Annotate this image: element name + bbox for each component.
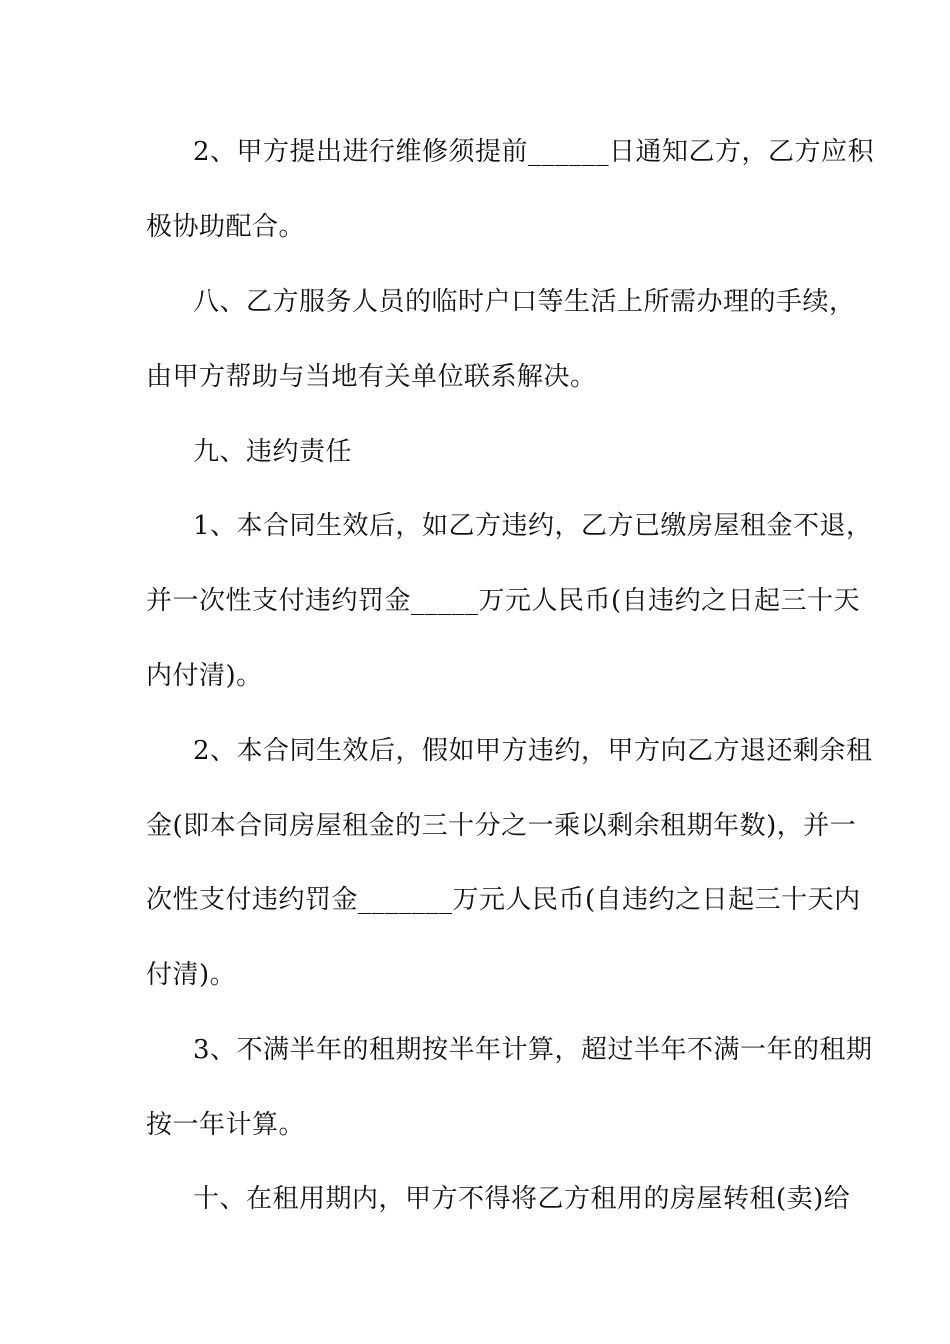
- text-line: 内付清)。: [146, 661, 263, 691]
- text-line: 3、不满半年的租期按半年计算，超过半年不满一年的租期: [193, 1035, 873, 1065]
- text-line: 付清)。: [146, 960, 237, 990]
- text-line: 由甲方帮助与当地有关单位联系解决。: [146, 362, 597, 392]
- text-line: 2、本合同生效后，假如甲方违约，甲方向乙方退还剩余租: [193, 736, 873, 766]
- text-line: 八、乙方服务人员的临时户口等生活上所需办理的手续，: [193, 287, 856, 317]
- text-line: 十、在租用期内，甲方不得将乙方租用的房屋转租(卖)给: [193, 1184, 851, 1214]
- text-line: 按一年计算。: [146, 1110, 306, 1140]
- text-line: 1、本合同生效后，如乙方违约，乙方已缴房屋租金不退，: [193, 511, 873, 541]
- text-line: 极协助配合。: [146, 212, 306, 242]
- text-line: 2、甲方提出进行维修须提前______日通知乙方，乙方应积: [193, 137, 875, 167]
- text-line: 并一次性支付违约罚金_____万元人民币(自违约之日起三十天: [146, 586, 861, 616]
- section-heading: 九、违约责任: [193, 437, 353, 467]
- text-line: 金(即本合同房屋租金的三十分之一乘以剩余租期年数)，并一: [146, 811, 857, 841]
- text-line: 次性支付违约罚金_______万元人民币(自违约之日起三十天内: [146, 885, 861, 915]
